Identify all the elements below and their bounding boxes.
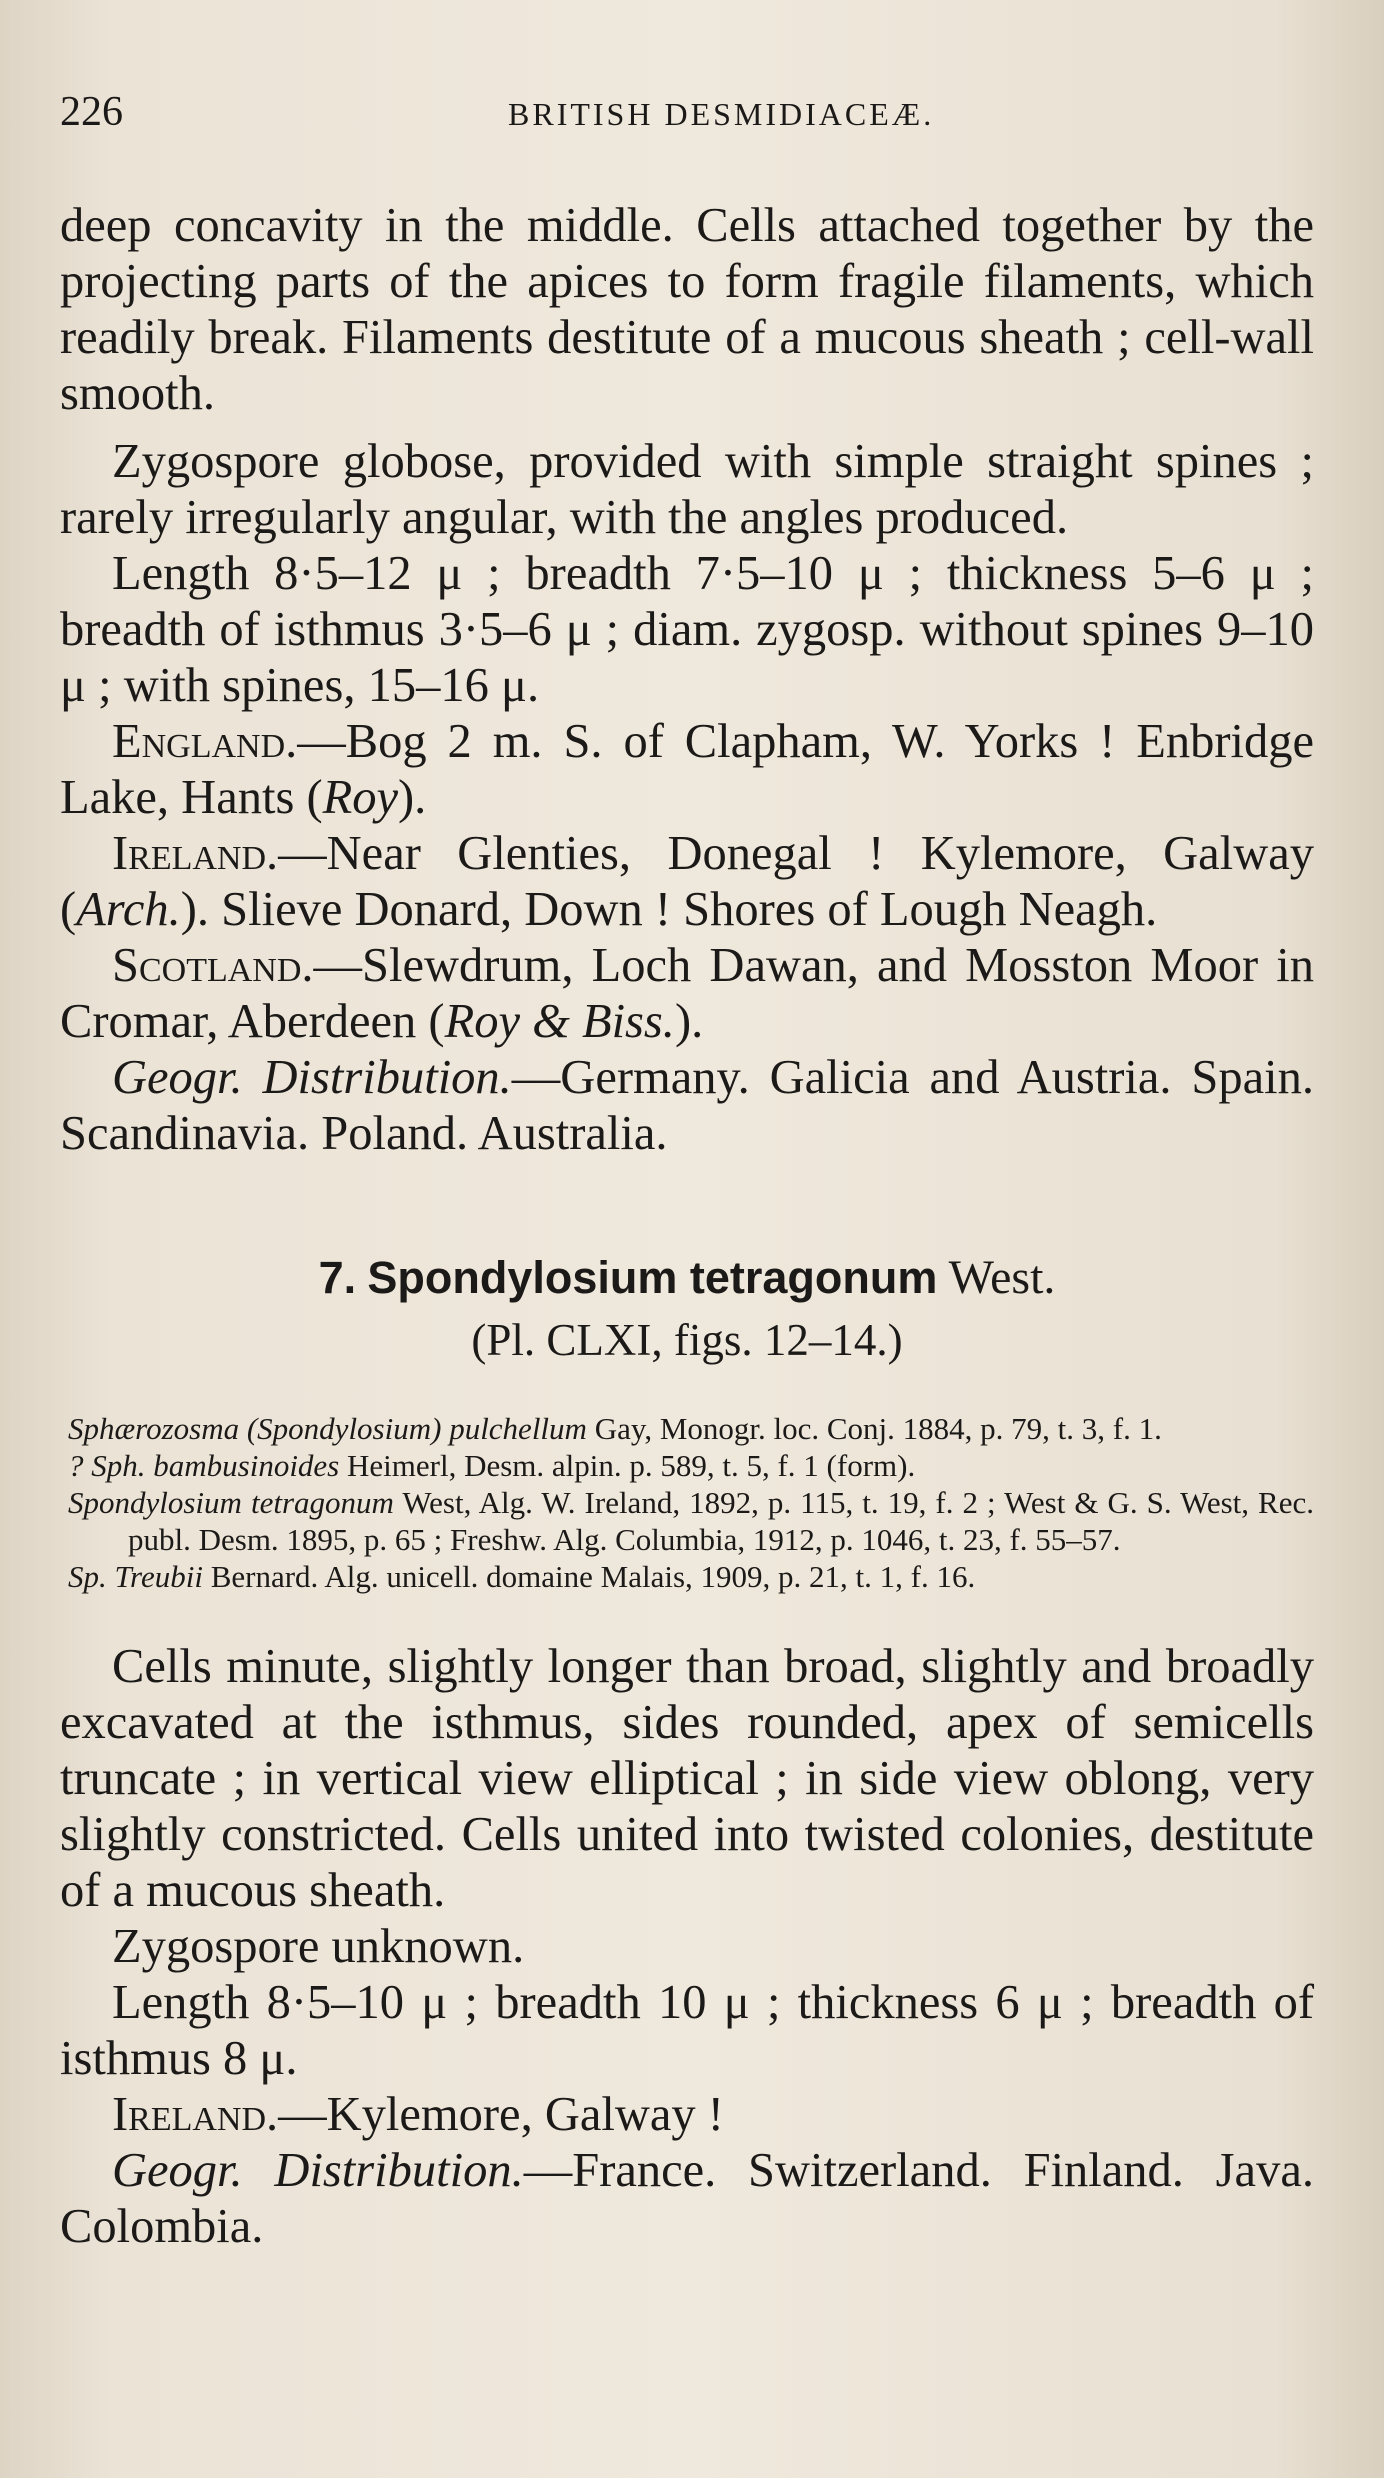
geographic-distribution (60, 1050, 1314, 1162)
synonymy-list (60, 1410, 1314, 1595)
region-label: England. (112, 715, 298, 768)
region-label: Scotland. (112, 939, 314, 992)
synonym-entry (68, 1410, 1314, 1447)
synonym-entry (68, 1558, 1314, 1595)
distribution-text: —Germany. Galicia and Austria. Spain. Scandinavia. Poland. Australia. (60, 1051, 1314, 1160)
locality-ireland (60, 826, 1314, 938)
synonym-citation: Bernard. Alg. unicell. domaine Malais, 1909, p. 21, t. 1, f. 16. (210, 1559, 976, 1594)
previous-species-text (60, 198, 1314, 1162)
species-description (60, 1639, 1314, 2255)
synonym-name: Sp. Treubii (68, 1559, 203, 1594)
region-label: Ireland. (112, 827, 279, 880)
locality-text: —Near Glenties, Donegal ! Kylemore, Galway ( (60, 827, 1314, 936)
locality-ireland (60, 2087, 1314, 2143)
synonym-entry (68, 1484, 1314, 1558)
dimensions: Length 8·5–12 μ ; breadth 7·5–10 μ ; thickness 5–6 μ ; breadth of isthmus 3·5–6 μ ; diam. zygosp. without spines 9–10 μ ; with spines, 15–16 μ. (60, 547, 1314, 712)
locality-text: ). Slieve Donard, Down ! Shores of Lough Neagh. (180, 883, 1158, 936)
locality-scotland (60, 938, 1314, 1050)
locality-end: ). (674, 995, 704, 1048)
zygospore-description: Zygospore globose, provided with simple straight spines ; rarely irregularly angular, with the angles produced. (60, 435, 1314, 544)
locality-text: —Bog 2 m. S. of Clapham, W. Yorks ! Enbridge Lake, Hants ( (60, 715, 1314, 824)
synonym-name: Sphærozosma (Spondylosium) pulchellum (68, 1411, 587, 1446)
synonym-citation: Heimerl, Desm. alpin. p. 589, t. 5, f. 1 (form). (347, 1448, 916, 1483)
species-author: West. (948, 1251, 1056, 1304)
species-number: 7. (318, 1252, 357, 1303)
synonym-citation: West, Alg. W. Ireland, 1892, p. 115, t. 19, f. 2 ; West & G. S. West, Rec. publ. Desm. 1895, p. 65 ; Freshw. Alg. Columbia, 1912, p. 1046, t. 23, f. 55–57. (128, 1485, 1314, 1557)
locality-text: —Kylemore, Galway ! (278, 2088, 724, 2141)
locality-england (60, 714, 1314, 826)
running-title: BRITISH DESMIDIACEÆ. (508, 96, 935, 132)
dimensions: Length 8·5–10 μ ; breadth 10 μ ; thickness 6 μ ; breadth of isthmus 8 μ. (60, 1976, 1314, 2085)
synonym-name: Spondylosium tetragonum (68, 1485, 394, 1520)
distribution-label: Geogr. Distribution. (112, 2144, 524, 2197)
authority: Roy (322, 771, 399, 824)
cell-description: deep concavity in the middle. Cells attached together by the projecting parts of the apices to form fragile filaments, which readily break. Filaments destitute of a mucous sheath ; cell-wall smooth. (60, 199, 1314, 420)
authority: Arch. (76, 883, 181, 936)
synonym-entry (68, 1447, 1314, 1484)
cell-description: Cells minute, slightly longer than broad, slightly and broadly excavated at the isthmus, sides rounded, apex of semicells truncate ; in vertical view elliptical ; in side view oblong, very slightly constricted. Cells united into twisted colonies, destitute of a mucous sheath. (60, 1640, 1314, 1917)
species-name: Spondylosium tetragonum (367, 1252, 938, 1303)
plate-reference: (Pl. CLXI, figs. 12–14.) (471, 1315, 903, 1365)
region-label: Ireland. (112, 2088, 279, 2141)
distribution-label: Geogr. Distribution. (112, 1051, 512, 1104)
locality-end: ). (398, 771, 427, 824)
distribution-text: —France. Switzerland. Finland. Java. Colombia. (60, 2144, 1314, 2253)
species-heading (60, 1250, 1314, 1306)
authority: Roy & Biss. (444, 995, 675, 1048)
synonym-name: ? Sph. bambusinoides (68, 1448, 340, 1483)
geographic-distribution (60, 2143, 1314, 2255)
synonym-citation: Gay, Monogr. loc. Conj. 1884, p. 79, t. 3, f. 1. (594, 1411, 1162, 1446)
running-head (60, 88, 1314, 148)
page-number: 226 (60, 89, 123, 135)
locality-text: —Slewdrum, Loch Dawan, and Mosston Moor in Cromar, Aberdeen ( (60, 939, 1314, 1048)
zygospore-description: Zygospore unknown. (112, 1920, 525, 1973)
